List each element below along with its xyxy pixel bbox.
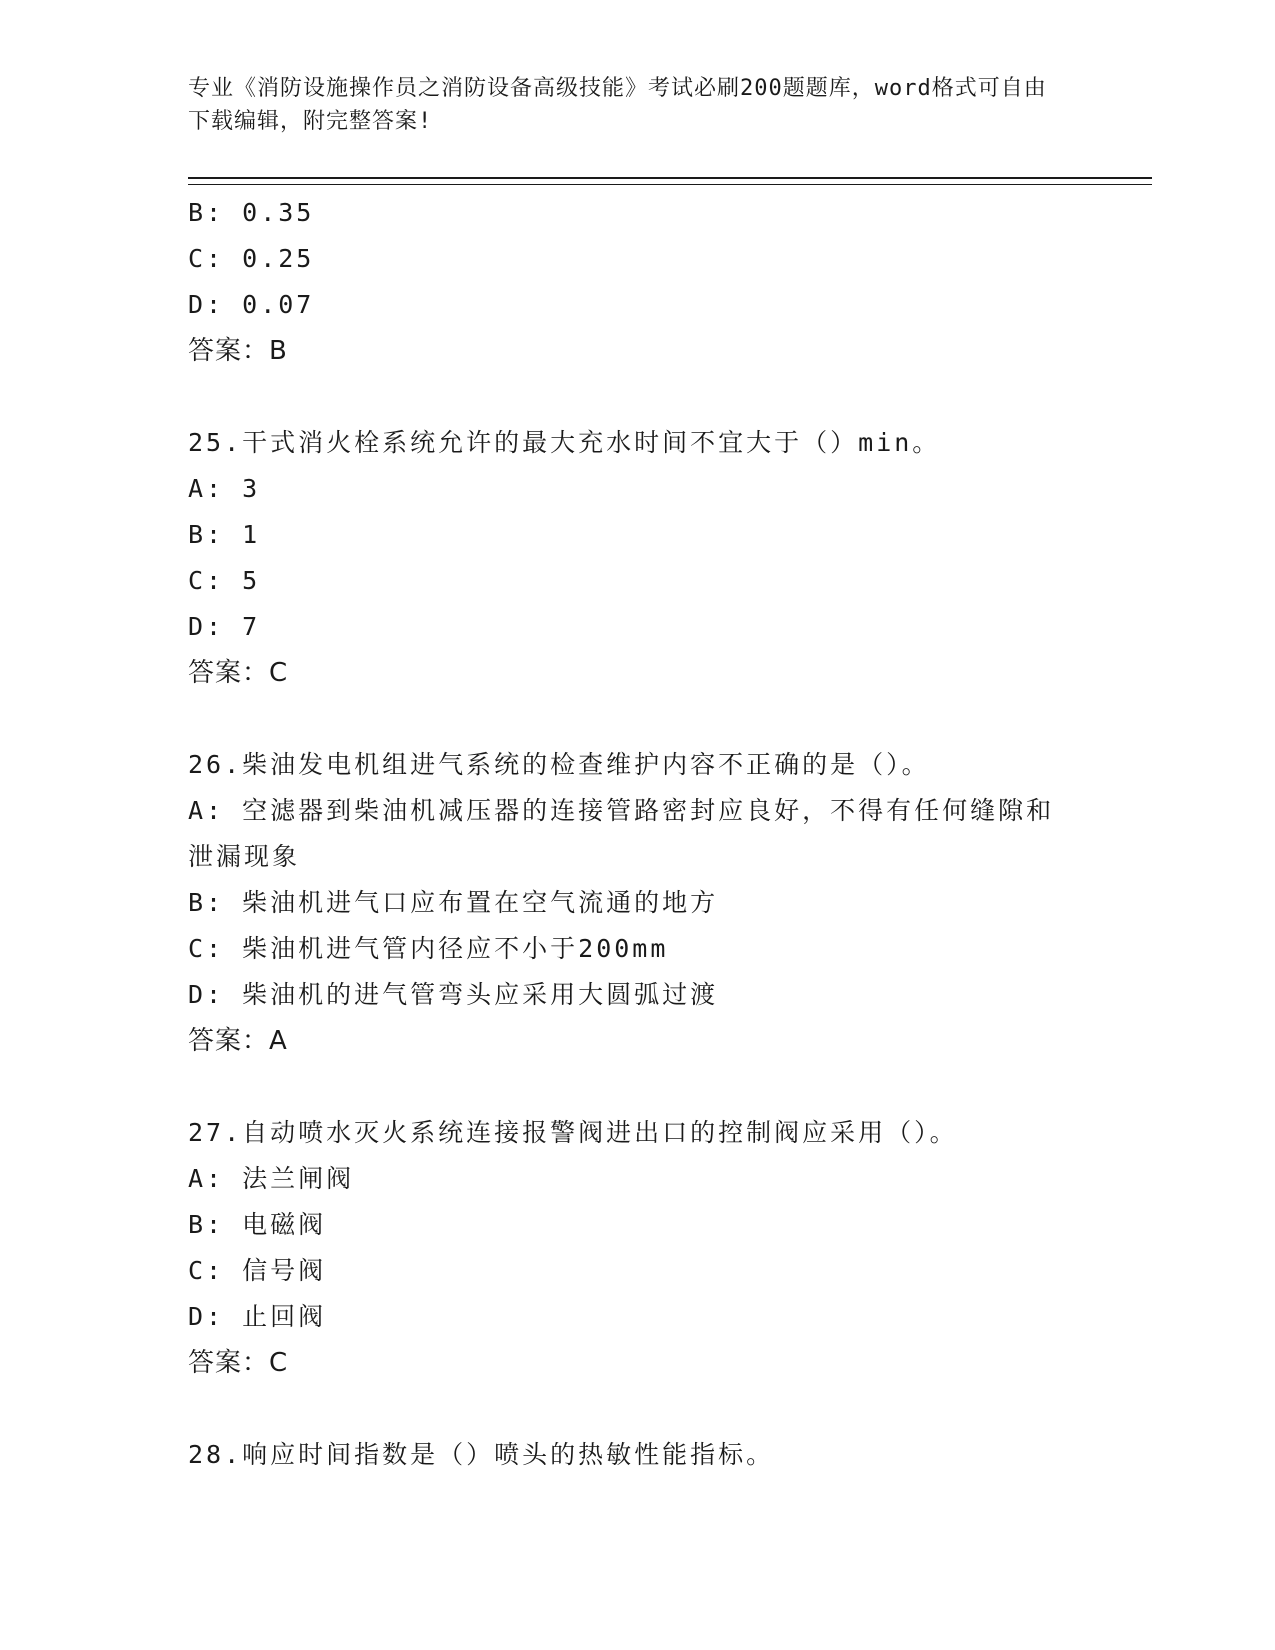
question-stem: 27.自动喷水灭火系统连接报警阀进出口的控制阀应采用（）。 xyxy=(188,1118,958,1147)
spacer xyxy=(188,696,1088,742)
option-b: B: 1 xyxy=(188,520,261,549)
option-c: C: 5 xyxy=(188,566,261,595)
option-b: B: 电磁阀 xyxy=(188,1210,327,1239)
option-d: D: 止回阀 xyxy=(188,1302,327,1331)
answer-line: 答案：A xyxy=(188,1026,288,1056)
option-a: A: 3 xyxy=(188,474,261,503)
answer-line: 答案：C xyxy=(188,1348,289,1378)
spacer xyxy=(188,374,1088,420)
spacer xyxy=(188,1386,1088,1432)
question-stem: 28.响应时间指数是（）喷头的热敏性能指标。 xyxy=(188,1440,775,1469)
document-header: 专业《消防设施操作员之消防设备高级技能》考试必刷200题题库，word格式可自由下载编辑，附完整答案! xyxy=(188,76,1047,134)
answer-line: 答案：C xyxy=(188,658,289,688)
option-d: D: 柴油机的进气管弯头应采用大圆弧过渡 xyxy=(188,980,719,1009)
option-d: D: 0.07 xyxy=(188,290,315,319)
option-c: C: 柴油机进气管内径应不小于200mm xyxy=(188,934,669,963)
option-b: B: 柴油机进气口应布置在空气流通的地方 xyxy=(188,888,719,917)
option-c: C: 信号阀 xyxy=(188,1256,327,1285)
option-a: A: 空滤器到柴油机减压器的连接管路密封应良好，不得有任何缝隙和泄漏现象 xyxy=(188,796,1055,871)
question-stem: 26.柴油发电机组进气系统的检查维护内容不正确的是（）。 xyxy=(188,750,930,779)
option-b: B: 0.35 xyxy=(188,198,315,227)
question-stem: 25.干式消火栓系统允许的最大充水时间不宜大于（）min。 xyxy=(188,428,941,457)
answer-line: 答案：B xyxy=(188,336,288,366)
spacer xyxy=(188,1064,1088,1110)
header-divider xyxy=(188,177,1152,185)
question-list xyxy=(188,190,1088,1478)
option-c: C: 0.25 xyxy=(188,244,315,273)
option-d: D: 7 xyxy=(188,612,261,641)
option-a: A: 法兰闸阀 xyxy=(188,1164,355,1193)
